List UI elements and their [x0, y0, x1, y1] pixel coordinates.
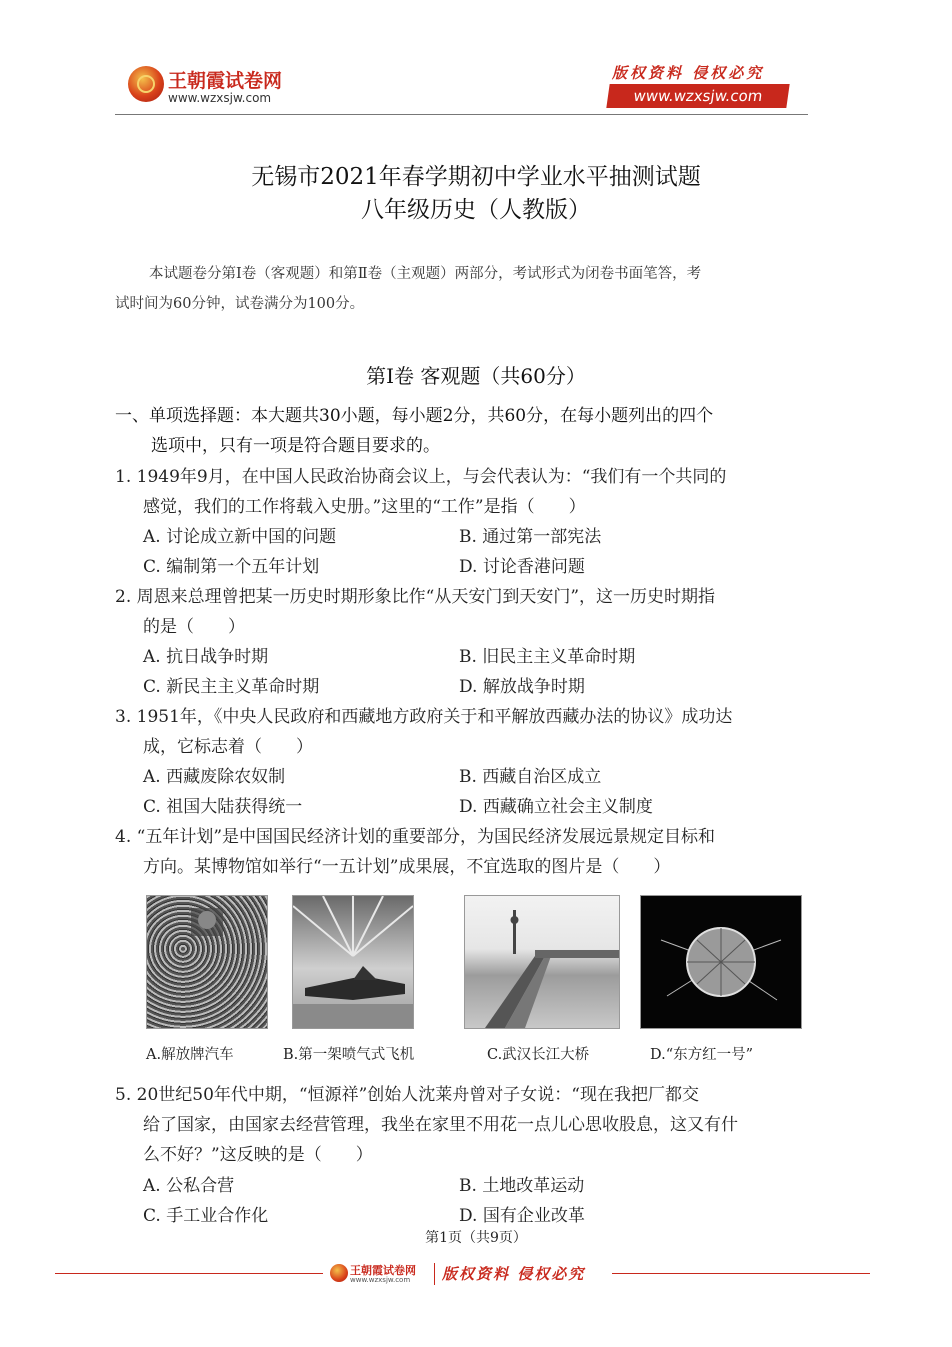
logo-emblem-icon [128, 66, 164, 102]
photo-dongfanghong-satellite [640, 895, 802, 1029]
question-3-stem: 3. 1951年，《中央人民政府和西藏地方政府关于和平解放西藏办法的协议》成功达 [115, 707, 733, 727]
question-5-option-a: A. 公私合营 [143, 1176, 235, 1196]
question-5-stem: 5. 20世纪50年代中期，“恒源祥”创始人沈莱舟曾对子女说：“现在我把厂都交 [115, 1085, 699, 1105]
question-3-stem-cont: 成，它标志着（ ） [143, 737, 313, 757]
question-3-option-a: A. 西藏废除农奴制 [143, 767, 286, 787]
question-2-option-c: C. 新民主主义革命时期 [143, 677, 320, 697]
question-1-stem: 1. 1949年9月，在中国人民政治协商会议上，与会代表认为：“我们有一个共同的 [115, 467, 727, 487]
photo-jet-plane [292, 895, 414, 1029]
question-2-stem: 2. 周恩来总理曾把某一历史时期形象比作“从天安门到天安门”，这一历史时期指 [115, 587, 716, 607]
question-5-option-d: D. 国有企业改革 [459, 1206, 585, 1226]
section-instructions-cont: 选项中，只有一项是符合题目要求的。 [151, 436, 440, 456]
question-4-stem-cont: 方向。某博物馆如举行“一五计划”成果展，不宜选取的图片是（ ） [143, 857, 671, 877]
footer-logo-icon [330, 1264, 348, 1282]
copyright-slogan: 版权资料 侵权必究 [612, 64, 765, 82]
footer-divider-right [612, 1273, 870, 1274]
logo-url: www.wzxsjw.com [168, 91, 272, 105]
footer-slogan: 版权资料 侵权必究 [442, 1265, 586, 1283]
question-1-stem-cont: 感觉，我们的工作将载入史册。”这里的“工作”是指（ ） [143, 497, 586, 517]
question-2-stem-cont: 的是（ ） [143, 617, 245, 637]
intro-line-1: 本试题卷分第Ⅰ卷（客观题）和第Ⅱ卷（主观题）两部分，考试形式为闭卷书面笔答，考 [149, 266, 702, 282]
photo-wuhan-bridge [464, 895, 620, 1029]
caption-a: A.解放牌汽车 [146, 1047, 234, 1063]
header-divider [115, 114, 808, 115]
question-1-option-d: D. 讨论香港问题 [459, 557, 585, 577]
photo-truck-crowd [146, 895, 268, 1029]
question-2-option-a: A. 抗日战争时期 [143, 647, 269, 667]
question-3-option-c: C. 祖国大陆获得统一 [143, 797, 303, 817]
question-5-option-b: B. 土地改革运动 [459, 1176, 585, 1196]
section-title: 第Ⅰ卷 客观题（共60分） [366, 364, 586, 388]
question-3-option-b: B. 西藏自治区成立 [459, 767, 602, 787]
caption-b: B.第一架喷气式飞机 [283, 1047, 415, 1063]
caption-c: C.武汉长江大桥 [487, 1047, 590, 1063]
footer-logo-url: www.wzxsjw.com [350, 1276, 411, 1284]
question-3-option-d: D. 西藏确立社会主义制度 [459, 797, 653, 817]
footer-logo-name: 王朝霞试卷网 [350, 1264, 416, 1277]
url-banner: www.wzxsjw.com [606, 84, 789, 108]
intro-line-2: 试时间为60分钟，试卷满分为100分。 [115, 296, 365, 312]
question-1-option-c: C. 编制第一个五年计划 [143, 557, 320, 577]
question-2-option-b: B. 旧民主主义革命时期 [459, 647, 636, 667]
logo-name: 王朝霞试卷网 [168, 70, 283, 92]
question-2-option-d: D. 解放战争时期 [459, 677, 585, 697]
caption-d: D.“东方红一号” [650, 1047, 754, 1063]
question-4-stem: 4. “五年计划”是中国国民经济计划的重要部分，为国民经济发展远景规定目标和 [115, 827, 716, 847]
question-5-option-c: C. 手工业合作化 [143, 1206, 269, 1226]
exam-subtitle: 八年级历史（人教版） [361, 197, 591, 223]
section-instructions: 一、单项选择题：本大题共30小题，每小题2分，共60分，在每小题列出的四个 [115, 406, 714, 426]
page-number: 第1页（共9页） [425, 1230, 527, 1246]
footer-divider-left [55, 1273, 323, 1274]
question-5-stem-cont: 给了国家，由国家去经营管理，我坐在家里不用花一点儿心思收股息，这又有什 [143, 1115, 738, 1135]
question-1-option-a: A. 讨论成立新中国的问题 [143, 527, 337, 547]
question-5-stem-cont-2: 么不好？”这反映的是（ ） [143, 1145, 373, 1165]
exam-title: 无锡市2021年春学期初中学业水平抽测试题 [251, 164, 701, 190]
question-1-option-b: B. 通过第一部宪法 [459, 527, 602, 547]
footer-separator [434, 1263, 435, 1285]
